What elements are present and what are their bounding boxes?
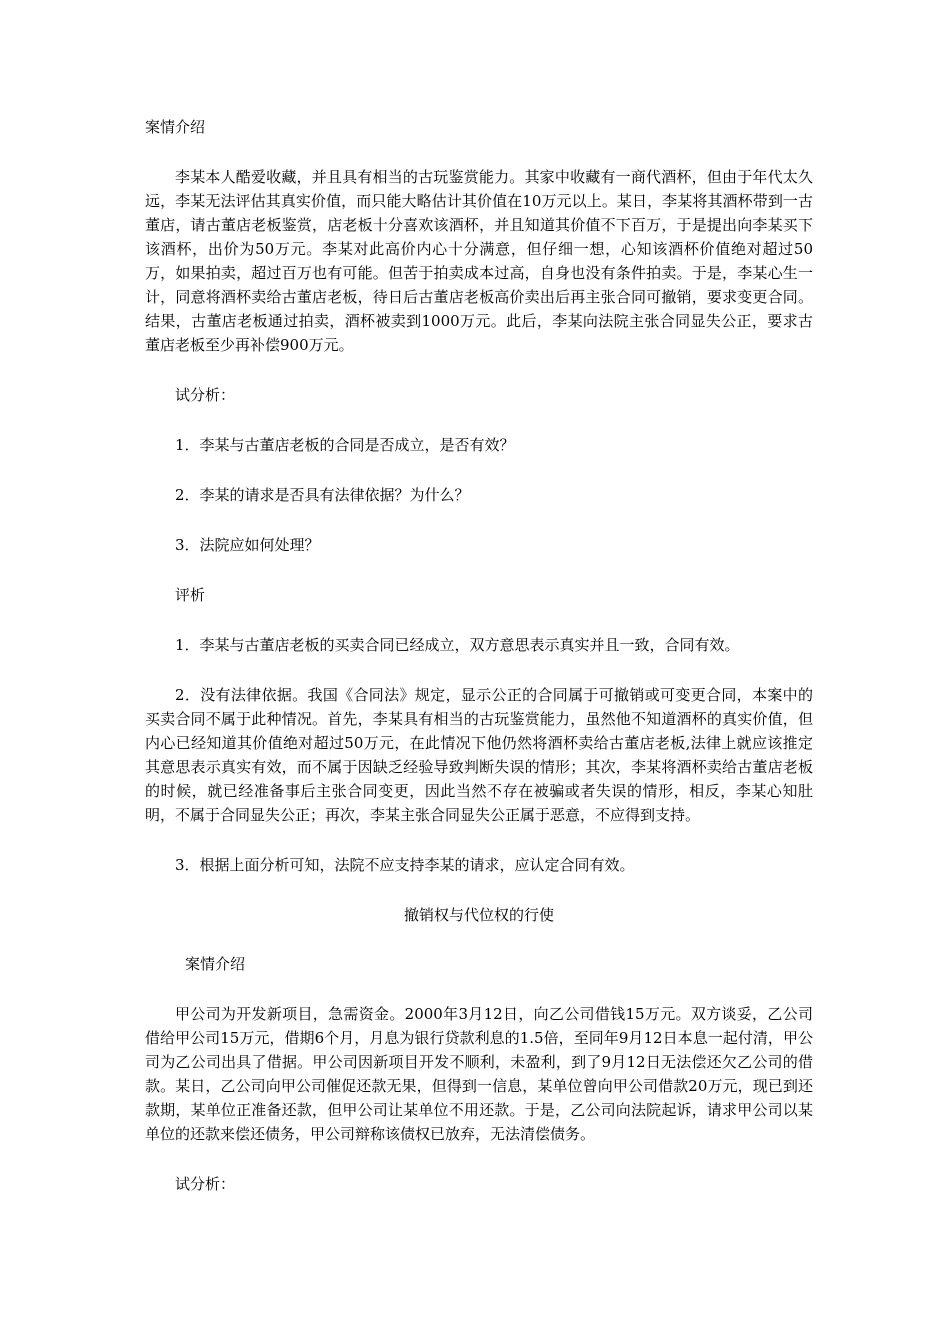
case2-title: 撤销权与代位权的行使: [403, 906, 554, 924]
document-page: [145, 115, 813, 1196]
case1-question-2: 2．李某的请求是否具有法律依据？为什么？: [175, 486, 470, 504]
case1-intro-heading: 案情介绍: [145, 118, 206, 136]
case2-intro-body: 甲公司为开发新项目，急需资金。2000年3月12日，向乙公司借钱15万元。双方谈妥，乙公司借给甲公司15万元，借期6个月，月息为银行贷款利息的1.5倍，至同年9月12日本息一起付清，甲公司为乙公司出具了借据。甲公司因新项目开发不顺利，未盈利，到了9月12日无法偿还欠乙公司的借款。某日，乙公司向甲公司催促还款无果，但得到一信息，某单位曾向甲公司借款20万元，现已到还款期，某单位正准备还款，但甲公司让某单位不用还款。于是，乙公司向法院起诉，请求甲公司以某单位的还款来偿还债务，甲公司辩称该债权已放弃，无法清偿债务。: [145, 1005, 813, 1143]
case2-questions-heading: 试分析：: [175, 1175, 236, 1193]
case1-analysis-1: 1．李某与古董店老板的买卖合同已经成立，双方意思表示真实并且一致，合同有效。: [175, 636, 740, 654]
case1-analysis-heading: 评析: [175, 586, 206, 604]
case1-analysis-3: 3．根据上面分析可知，法院不应支持李某的请求，应认定合同有效。: [175, 856, 635, 874]
case1-analysis-2: 2．没有法律依据。我国《合同法》规定，显示公正的合同属于可撤销或可变更合同，本案中的买卖合同不属于此种情况。首先，李某具有相当的古玩鉴赏能力，虽然他不知道酒杯的真实价值，但内心已经知道其价值绝对超过50万元，在此情况下他仍然将酒杯卖给古董店老板,法律上就应该推定其意思表示真实有效，而不属于因缺乏经验导致判断失误的情形；其次，李某将酒杯卖给古董店老板的时候，就已经准备事后主张合同变更，因此当然不存在被骗或者失误的情形，相反，李某心知肚明，不属于合同显失公正；再次，李某主张合同显失公正属于恶意，不应得到支持。: [145, 686, 813, 824]
case1-questions-heading: 试分析：: [175, 386, 236, 404]
case1-intro-body: 李某本人酷爱收藏，并且具有相当的古玩鉴赏能力。其家中收藏有一商代酒杯，但由于年代太久远，李某无法评估其真实价值，而只能大略估计其价值在10万元以上。某日，李某将其酒杯带到一古董店，请古董店老板鉴赏，店老板十分喜欢该酒杯，并且知道其价值不下百万，于是提出向李某买下该酒杯，出价为50万元。李某对此高价内心十分满意，但仔细一想，心知该酒杯价值绝对超过50万，如果拍卖，超过百万也有可能。但苦于拍卖成本过高，自身也没有条件拍卖。于是，李某心生一计，同意将酒杯卖给古董店老板，待日后古董店老板高价卖出后再主张合同可撤销，要求变更合同。结果，古董店老板通过拍卖，酒杯被卖到1000万元。此后，李某向法院主张合同显失公正，要求古董店老板至少再补偿900万元。: [145, 168, 813, 354]
case2-intro-heading: 案情介绍: [185, 955, 246, 973]
case1-question-1: 1．李某与古董店老板的合同是否成立，是否有效？: [175, 436, 515, 454]
case1-question-3: 3．法院应如何处理？: [175, 536, 320, 554]
